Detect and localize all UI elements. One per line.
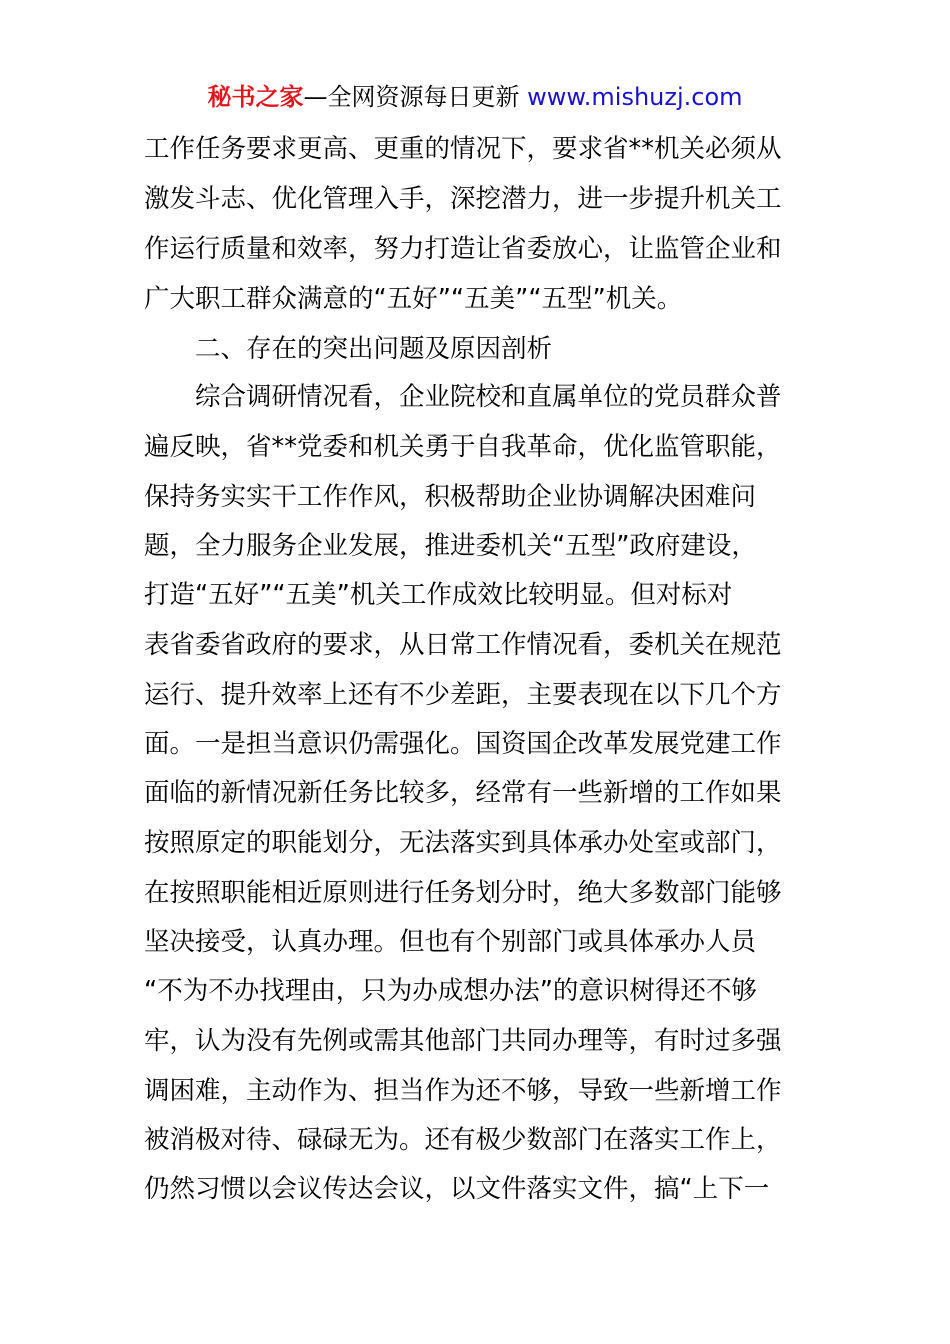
body-text-line: 综合调研情况看，企业院校和直属单位的党员群众普 (144, 382, 782, 412)
body-text-line: 打造“五好”“五美”机关工作成效比较明显。但对标对 (144, 580, 733, 610)
body-text-line: 牢，认为没有先例或需其他部门共同办理等，有时过多强 (144, 1026, 782, 1056)
site-tagline: —全网资源每日更新 (303, 83, 528, 111)
body-text-line: 作运行质量和效率，努力打造让省委放心，让监管企业和 (144, 234, 782, 264)
body-text-line: “不为不办找理由，只为办成想办法”的意识树得还不够 (144, 976, 757, 1006)
body-text-line: 调困难，主动作为、担当作为还不够，导致一些新增工作 (144, 1076, 782, 1106)
body-text-line: 遍反映，省**党委和机关勇于自我革命，优化监管职能， (144, 432, 782, 462)
body-text-line: 面。一是担当意识仍需强化。国资国企改革发展党建工作 (144, 729, 782, 759)
site-header (0, 80, 950, 114)
section-heading: 二、存在的突出问题及原因剖析 (144, 334, 553, 364)
body-text-line: 按照原定的职能划分，无法落实到具体承办处室或部门， (144, 828, 782, 858)
body-text-line: 坚决接受，认真办理。但也有个别部门或具体承办人员 (144, 927, 757, 957)
body-text-line: 运行、提升效率上还有不少差距，主要表现在以下几个方 (144, 680, 782, 710)
body-text-line: 仍然习惯以会议传达会议，以文件落实文件，搞“上下一 (144, 1174, 770, 1204)
body-text-line: 题，全力服务企业发展，推进委机关“五型”政府建设， (144, 531, 757, 561)
body-text-line: 激发斗志、优化管理入手，深挖潜力，进一步提升机关工 (144, 184, 782, 214)
body-text-line: 工作任务要求更高、更重的情况下，要求省**机关必须从 (144, 134, 782, 164)
brand-name: 秘书之家 (207, 83, 304, 111)
body-text-line: 被消极对待、碌碌无为。还有极少数部门在落实工作上， (144, 1125, 782, 1155)
body-text-line: 面临的新情况新任务比较多，经常有一些新增的工作如果 (144, 778, 782, 808)
site-url-link[interactable]: www.mishuzj.com (527, 83, 743, 111)
body-text-line: 保持务实实干工作作风，积极帮助企业协调解决困难问 (144, 482, 757, 512)
body-text-line: 广大职工群众满意的“五好”“五美”“五型”机关。 (144, 284, 683, 314)
body-text-line: 在按照职能相近原则进行任务划分时，绝大多数部门能够 (144, 878, 782, 908)
body-text-line: 表省委省政府的要求，从日常工作情况看，委机关在规范 (144, 630, 782, 660)
